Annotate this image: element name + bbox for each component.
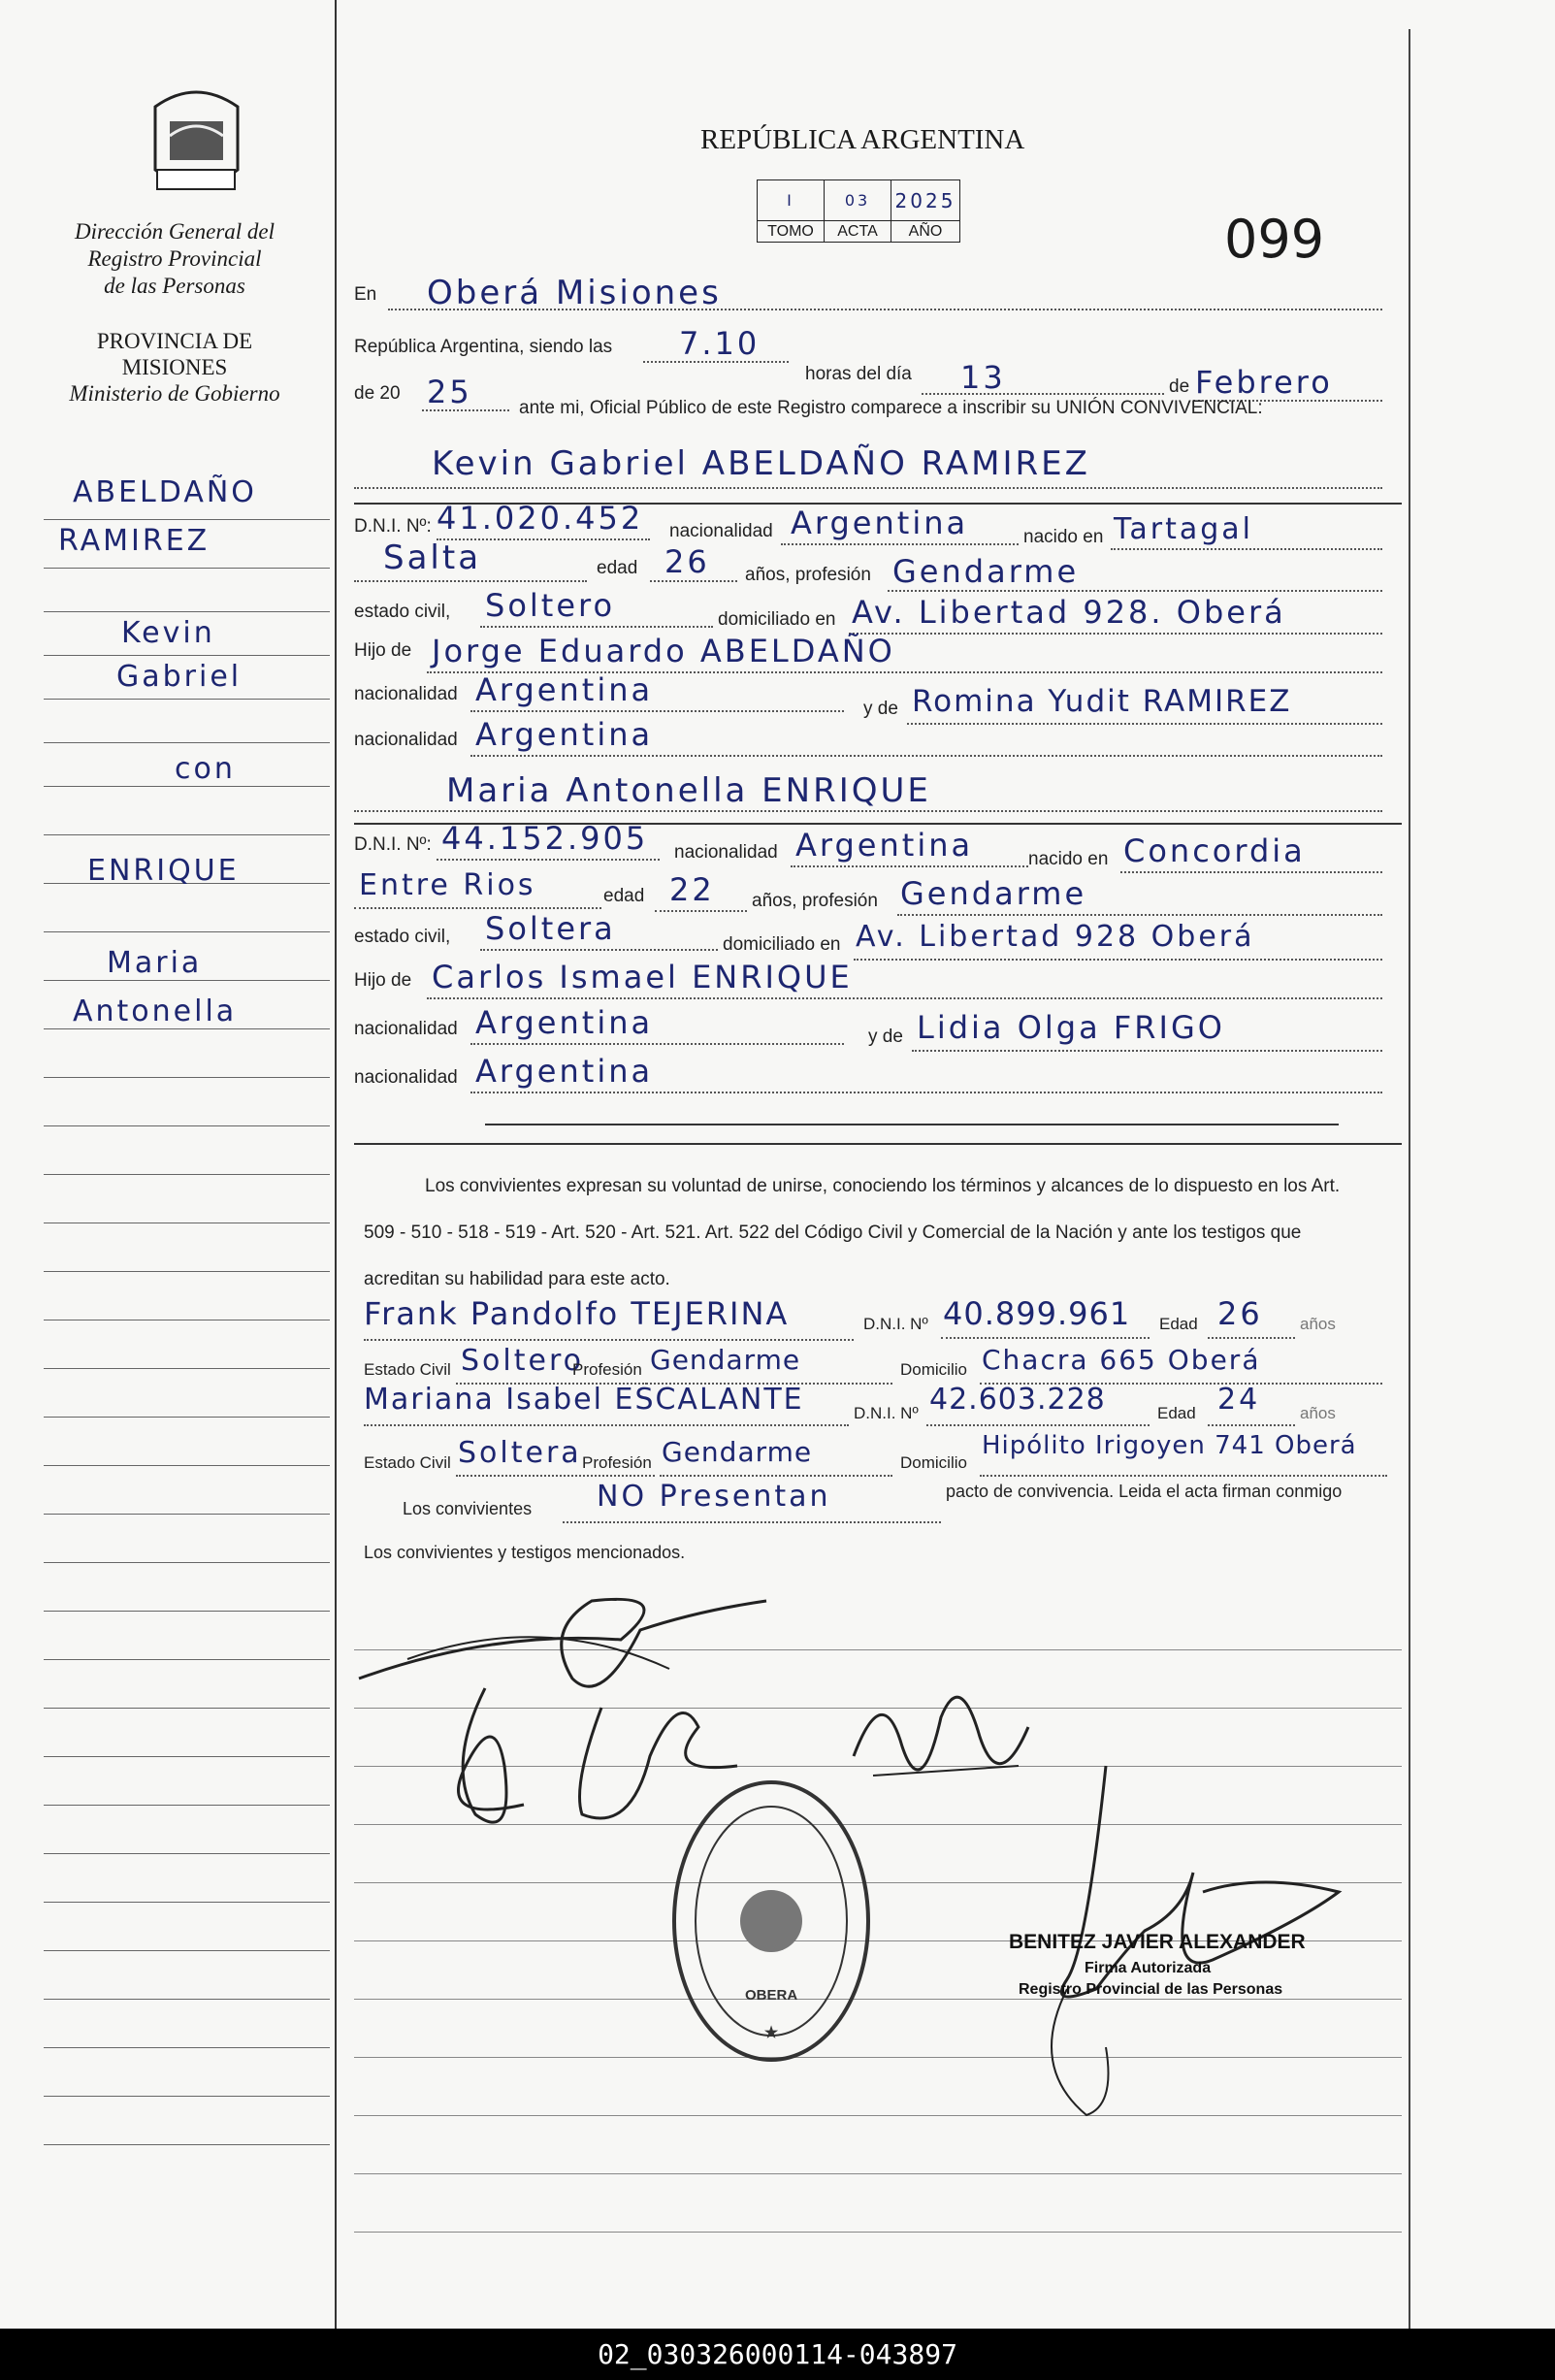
tomo-value: I [758, 180, 825, 221]
margin-line [44, 1514, 330, 1515]
margin-line [44, 2047, 330, 2048]
margin-line [44, 568, 330, 569]
w1-civil: Soltero [461, 1344, 584, 1378]
pacto-pre: Los convivientes [403, 1499, 533, 1518]
margin-line [44, 1950, 330, 1951]
p1-nac-label: nacionalidad [669, 521, 773, 541]
dotted-line [354, 487, 1382, 489]
dotted-line [660, 1475, 892, 1477]
p2-nac2-label: nacionalidad [354, 1019, 458, 1039]
margin-line [44, 1562, 330, 1563]
dotted-line [655, 910, 747, 912]
acta-label: ACTA [825, 221, 891, 243]
p1-madre: Romina Yudit RAMIREZ [912, 684, 1292, 719]
mes-value: Febrero [1195, 364, 1333, 401]
dotted-line [849, 633, 1382, 635]
p1-edad-label: edad [597, 558, 638, 578]
p1-edad: 26 [664, 543, 710, 580]
dotted-line [470, 755, 1382, 757]
margin-line [44, 834, 330, 835]
p1-provincia: Salta [383, 538, 482, 577]
p2-provincia: Entre Rios [359, 868, 536, 902]
ruled-line [354, 2232, 1402, 2233]
w2-dom-label: Domicilio [900, 1453, 967, 1472]
w1-profesion: Gendarme [650, 1344, 801, 1376]
margin-line [44, 1611, 330, 1612]
p2-profesion: Gendarme [900, 875, 1087, 912]
closing-rule [485, 1124, 1339, 1125]
province-name [39, 328, 310, 407]
margin-line [44, 1853, 330, 1854]
p1-padre: Jorge Eduardo ABELDAÑO [432, 633, 895, 669]
margin-note-con: con [175, 752, 236, 786]
dotted-line [888, 590, 1382, 592]
w2-edad: 24 [1217, 1383, 1261, 1417]
p2-nac3-label: nacionalidad [354, 1067, 458, 1088]
p2-padre-nac: Argentina [475, 1004, 654, 1041]
tomo-label: TOMO [758, 221, 825, 243]
dotted-line [1111, 548, 1382, 550]
p2-nacionalidad: Argentina [795, 827, 974, 864]
w2-dni-label: D.N.I. Nº [854, 1404, 919, 1422]
anio-value-text: 25 [427, 374, 472, 410]
dotted-line [1120, 871, 1382, 873]
seal-outer-text [669, 1776, 848, 1827]
pacto-post: pacto de convivencia. Leida el acta firman conmigo [946, 1482, 1343, 1501]
w2-dni: 42.603.228 [929, 1383, 1106, 1417]
w1-dom-label: Domicilio [900, 1360, 967, 1379]
pacto-value: NO Presentan [597, 1480, 831, 1514]
w1-anos-label: años [1300, 1315, 1336, 1333]
official-org: Registro Provincial de las Personas [1019, 1981, 1283, 1998]
p1-profesion: Gendarme [892, 553, 1080, 590]
dotted-line [480, 949, 718, 951]
anio-value: 2025 [891, 180, 960, 221]
dotted-line [907, 723, 1382, 725]
p1-madre-nac: Argentina [475, 716, 654, 753]
dotted-line [456, 1475, 655, 1477]
dotted-line [354, 580, 587, 582]
p2-yde-label: y de [868, 1027, 903, 1047]
ruled-line [354, 2173, 1402, 2174]
province-emblem-logo [136, 78, 257, 209]
p2-padre: Carlos Ismael ENRIQUE [432, 959, 853, 995]
p1-nac2-label: nacionalidad [354, 684, 458, 704]
w1-edad-label: Edad [1159, 1315, 1198, 1333]
p2-nac-label: nacionalidad [674, 842, 778, 863]
dia-value: 13 [960, 359, 1006, 396]
p2-nacido: Concordia [1123, 832, 1306, 869]
closing-text: Los convivientes y testigos mencionados. [364, 1543, 686, 1562]
margin-note-name-1: Kevin [121, 616, 215, 650]
margin-line [44, 1125, 330, 1126]
dotted-line [897, 914, 1382, 916]
dotted-line [437, 859, 660, 861]
de-label: de [1169, 376, 1190, 397]
republica-label: República Argentina, siendo las [354, 337, 613, 357]
lugar-value: Oberá Misiones [427, 274, 722, 312]
dotted-line [427, 997, 1382, 999]
seal-city-label: OBERA [745, 1987, 798, 2004]
margin-line [44, 2144, 330, 2145]
en-label: En [354, 284, 377, 305]
document-title: REPÚBLICA ARGENTINA [700, 124, 1025, 155]
margin-line [44, 699, 330, 700]
dotted-line [1208, 1337, 1295, 1339]
w1-edad: 26 [1217, 1295, 1263, 1332]
margin-line [44, 1659, 330, 1660]
margin-line [44, 611, 330, 612]
person2-name: Maria Antonella ENRIQUE [446, 771, 931, 810]
margin-line [44, 1465, 330, 1466]
margin-line [44, 931, 330, 932]
dotted-line [470, 1092, 1382, 1093]
p1-nacionalidad: Argentina [791, 505, 969, 541]
p2-dom-label: domiciliado en [723, 934, 841, 955]
p2-edad: 22 [669, 871, 715, 908]
dotted-line [854, 959, 1382, 961]
p1-domicilio: Av. Libertad 928. Oberá [852, 594, 1286, 631]
w2-civil-label: Estado Civil [364, 1453, 451, 1472]
margin-line [44, 655, 330, 656]
w1-nombre: Frank Pandolfo TEJERINA [364, 1295, 790, 1332]
p2-hijo-label: Hijo de [354, 970, 412, 991]
registry-reference-box [757, 179, 960, 243]
margin-line [44, 1174, 330, 1175]
p1-civil: Soltero [485, 587, 616, 624]
seal-city-text [669, 1828, 724, 1844]
w1-prof-label: Profesión [572, 1360, 642, 1379]
p1-dni-label: D.N.I. Nº: [354, 516, 432, 537]
act-number: 099 [1224, 209, 1325, 270]
margin-note-name-4: Antonella [73, 994, 238, 1028]
margin-line [44, 1902, 330, 1903]
svg-text:★: ★ [763, 2025, 779, 2041]
margin-line [44, 1028, 330, 1029]
dotted-line [364, 1339, 854, 1341]
w2-civil: Soltera [458, 1436, 582, 1470]
official-role: Firma Autorizada [1085, 1960, 1212, 1976]
margin-note-name-3: Maria [107, 946, 203, 980]
section-rule [354, 1143, 1402, 1145]
w2-domicilio: Hipólito Irigoyen 741 Oberá [982, 1431, 1357, 1460]
dotted-line [364, 1424, 849, 1426]
p1-dni: 41.020.452 [437, 500, 644, 537]
p2-edad-label: edad [603, 886, 645, 906]
margin-line [44, 1805, 330, 1806]
w2-anos-label: años [1300, 1404, 1336, 1422]
margin-line [44, 1708, 330, 1709]
w1-domicilio: Chacra 665 Oberá [982, 1344, 1261, 1376]
dotted-line [922, 393, 1164, 395]
intro-text: ante mi, Oficial Público de este Registro comparece a inscribir su UNIÓN CONVIVENCIAL: [519, 398, 1263, 418]
dotted-line [563, 1521, 941, 1523]
person1-name: Kevin Gabriel ABELDAÑO RAMIREZ [432, 444, 1090, 483]
w1-dni-label: D.N.I. Nº [863, 1315, 928, 1333]
margin-note-surname-2: RAMIREZ [58, 524, 211, 558]
p2-dni-label: D.N.I. Nº: [354, 834, 432, 855]
margin-note-surname-3: ENRIQUE [87, 854, 240, 888]
declaration-line-1: Los convivientes expresan su voluntad de unirse, conociendo los términos y alcances de lo dispuesto en los Art. [425, 1176, 1341, 1196]
p1-dom-label: domiciliado en [718, 609, 836, 630]
p1-nac3-label: nacionalidad [354, 730, 458, 750]
declaration-line-3: acreditan su habilidad para este acto. [364, 1269, 670, 1289]
p2-madre: Lidia Olga FRIGO [917, 1009, 1225, 1046]
p2-civil-label: estado civil, [354, 927, 451, 947]
margin-line [44, 1077, 330, 1078]
p2-civil: Soltera [485, 910, 616, 947]
w2-nombre: Mariana Isabel ESCALANTE [364, 1383, 804, 1417]
dotted-line [980, 1475, 1387, 1477]
official-name: BENITEZ JAVIER ALEXANDER [1009, 1931, 1306, 1953]
margin-line [44, 1271, 330, 1272]
p1-padre-nac: Argentina [475, 671, 654, 708]
p2-prof-label: años, profesión [752, 891, 878, 911]
margin-line [44, 1417, 330, 1418]
p1-civil-label: estado civil, [354, 602, 451, 622]
dotted-line [926, 1424, 1150, 1426]
province-line-1: PROVINCIA DE [96, 329, 253, 353]
margin-line [44, 786, 330, 787]
dotted-line [480, 626, 713, 628]
horas-label: horas del día [805, 364, 912, 384]
authority-line-3: de las Personas [104, 274, 245, 298]
dotted-line [781, 543, 1019, 545]
margin-line [44, 1368, 330, 1369]
p1-yde-label: y de [863, 699, 898, 719]
p2-dni: 44.152.905 [441, 820, 649, 857]
margin-line [44, 1756, 330, 1757]
dotted-line [650, 580, 737, 582]
province-line-2: MISIONES [121, 355, 228, 379]
anio-label: AÑO [891, 221, 960, 243]
p1-nacido-label: nacido en [1023, 527, 1104, 547]
p2-nacido-label: nacido en [1028, 849, 1109, 869]
acta-value: 03 [825, 180, 891, 221]
w1-dni: 40.899.961 [943, 1295, 1131, 1332]
dotted-line [354, 907, 601, 909]
w2-prof-label: Profesión [582, 1453, 652, 1472]
declaration-line-2: 509 - 510 - 518 - 519 - Art. 520 - Art. 521. Art. 522 del Código Civil y Comercial de la Nación y ante los testigos que [364, 1223, 1302, 1243]
margin-note-name-2: Gabriel [116, 660, 243, 694]
p1-hijo-label: Hijo de [354, 640, 412, 661]
authority-line-1: Dirección General del [74, 219, 275, 244]
p1-nacido: Tartagal [1114, 512, 1253, 546]
authority-line-2: Registro Provincial [87, 246, 262, 271]
p2-domicilio: Av. Libertad 928 Oberá [856, 920, 1255, 954]
margin-line [44, 1999, 330, 2000]
w2-edad-label: Edad [1157, 1404, 1196, 1422]
ministry-line: Ministerio de Gobierno [69, 381, 280, 406]
dotted-line [912, 1050, 1382, 1052]
margin-line [44, 519, 330, 520]
hora-value: 7.10 [679, 325, 761, 362]
w1-civil-label: Estado Civil [364, 1360, 451, 1379]
w2-profesion: Gendarme [662, 1436, 813, 1468]
dotted-line [470, 710, 844, 712]
p2-madre-nac: Argentina [475, 1053, 654, 1090]
registry-authority [39, 218, 310, 300]
margin-line [44, 980, 330, 981]
de20-label: de 20 [354, 383, 401, 404]
dotted-line [791, 865, 1028, 867]
p1-prof-label: años, profesión [745, 565, 871, 585]
margin-note-surname-1: ABELDAÑO [73, 475, 257, 509]
dotted-line [1208, 1424, 1295, 1426]
margin-line [44, 742, 330, 743]
dotted-line [470, 1043, 844, 1045]
document-id-footer: 02_030326000114-043897 [0, 2329, 1555, 2380]
dotted-line [354, 810, 1382, 812]
margin-line [44, 2096, 330, 2097]
dotted-line [941, 1337, 1150, 1339]
